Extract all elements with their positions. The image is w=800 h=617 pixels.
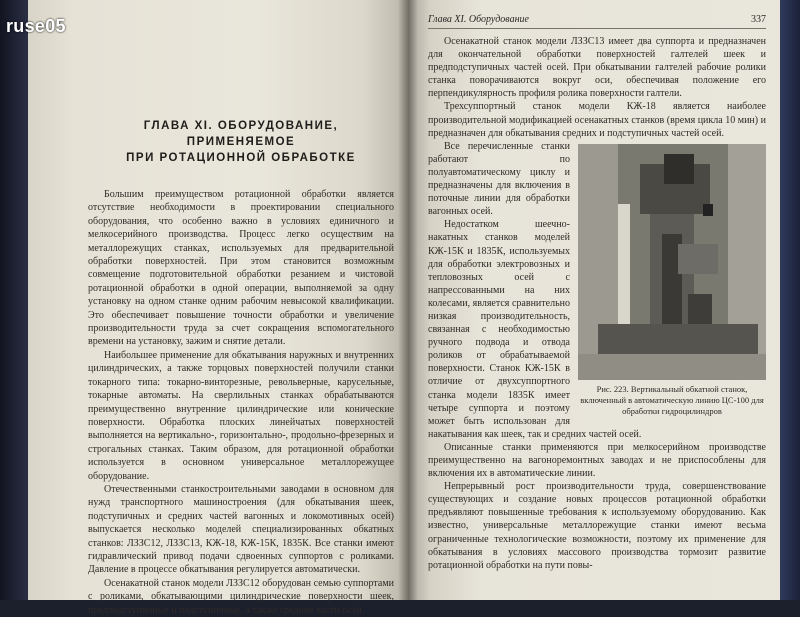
watermark: ruse05 [6, 16, 66, 36]
running-head-title: Глава XI. Оборудование [428, 14, 529, 25]
figure [578, 144, 766, 417]
right-page-text [428, 35, 766, 572]
paragraph: Отечественными станкостроительными заводами в основном для нужд транспортного машиностроения (для обкатывания шеек, подступичных и средних частей вагонных и локомотивных осей) выпускается несколько моделей специализированных обкатных станков: ЛЗЗС12, ЛЗЗС13, КЖ-18, КЖ-15К, 1835К. Все станки имеют гидравлический привод подачи сдвоенных суппортов с роликами. Давление в процессе обкатывания регулируется автоматически. [88, 483, 394, 576]
chapter-heading-line: ПРИМЕНЯЕМОЕ [186, 136, 296, 148]
chapter-heading-line: ПРИ РОТАЦИОННОЙ ОБРАБОТКЕ [126, 152, 356, 164]
paragraph: Большим преимуществом ротационной обработки является отсутствие необходимости в проектировании специального оборудования, что особенно важно в условиях единичного и мелкосерийного производства. Процесс легко осуществим на металлорежущих станках, используемых для предварительной обработки поверхностей. При этом становится возможным совмещение подготовительной обработки резанием и чистовой ротационной обработки в одной операции, выполняемой за одну установку на одном станке одним рабочим невысокой квалификации. Это обеспечивает повышение точности обработки и увеличение производительности труда за счет сокращения вспомогательного времени на установку, зажим и снятие детали. [88, 189, 394, 348]
left-page [28, 0, 408, 616]
paragraph: Трехсуппортный станок модели КЖ-18 является наиболее производительной модификацией осенакатных станков (время цикла 10 мин) и предназначен для обкатывания средних и подступичных частей осей. [428, 101, 766, 139]
book-cover-left-edge [0, 0, 28, 600]
figure-caption: Рис. 223. Вертикальный обкатной станок, включенный в автоматическую линию ЦС-100 для обработки гидроцилиндров [580, 383, 764, 416]
book-cover-right-edge [780, 0, 800, 600]
paragraph: Все перечисленные станки работают по полуавтоматическому циклу и предназначены для включения в поточные линии для обработки вагонных осей. [428, 140, 570, 218]
paragraph: Наибольшее применение для обкатывания наружных и внутренних цилиндрических, а также торцовых поверхностей получили станки токарного типа: токарно-винторезные, револьверные, карусельные, токарные автоматы. На сверлильных станках обрабатываются преимущественно внутренние цилиндрические или конические поверхности. Обработка плоских линейчатых поверхностей выполняется на вертикально-, горизонтально-, продольно-фрезерных и строгальных станках. Таким образом, для ротационной обработки используется в основном универсальное металлорежущее оборудование. [88, 349, 394, 482]
page-number: 337 [751, 14, 766, 25]
paragraph: Непрерывный рост производительности труда, совершенствование существующих и создание новых процессов ротационной обработки предъявляют повышенные требования к используемому оборудованию. Как известно, универсальные металлорежущие станки имеют весьма ограниченные технологические возможности, поэтому их применение для обкатывания в условиях массового производства тормозит развитие ротационной обработки на пути повы- [428, 481, 766, 571]
right-page [408, 0, 780, 600]
paragraph: Описанные станки применяются при мелкосерийном производстве преимущественно на вагоноремонтных заводах и не приспособлены для включения их в автоматические линии. [428, 441, 766, 480]
book-spine-gutter [398, 0, 418, 600]
machine-photo [578, 144, 766, 380]
paragraph: Осенакатной станок модели ЛЗЗС13 имеет два суппорта и предназначен для окончательной обработки поверхностей галтелей шеек и предподступичных частей осей. При обкатывании галтелей рабочие ролики станка поворачиваются вокруг оси, обеспечивая положение его перпендикулярность профиля ролика поверхности галтели. [428, 36, 766, 100]
running-head [428, 0, 766, 29]
chapter-heading-line: ГЛАВА XI. ОБОРУДОВАНИЕ, [143, 120, 339, 132]
paragraph: Недостатком шеечно-накатных станков моделей КЖ-15К и 1835К, используемых для обработки электровозных и тепловозных осей с напрессованными на них колесами, является сравнительно низкая производительность, связанная с необходимостью ручного подвода и отвода роликов от обрабатываемой поверхности. Станок КЖ-15К в отличие от двухсуппортного станка модели 1835К имеет четыре суппорта и поэтому может быть использован для накатывания как шеек, так и средних частей осей. [428, 219, 642, 440]
chapter-heading [88, 118, 394, 166]
paragraph: Осенакатной станок модели ЛЗЗС12 оборудован семью суппортами с роликами, обкатывающими цилиндрические поверхности шеек, предподступичные и подступичные, а также средние части осей. [88, 577, 394, 616]
